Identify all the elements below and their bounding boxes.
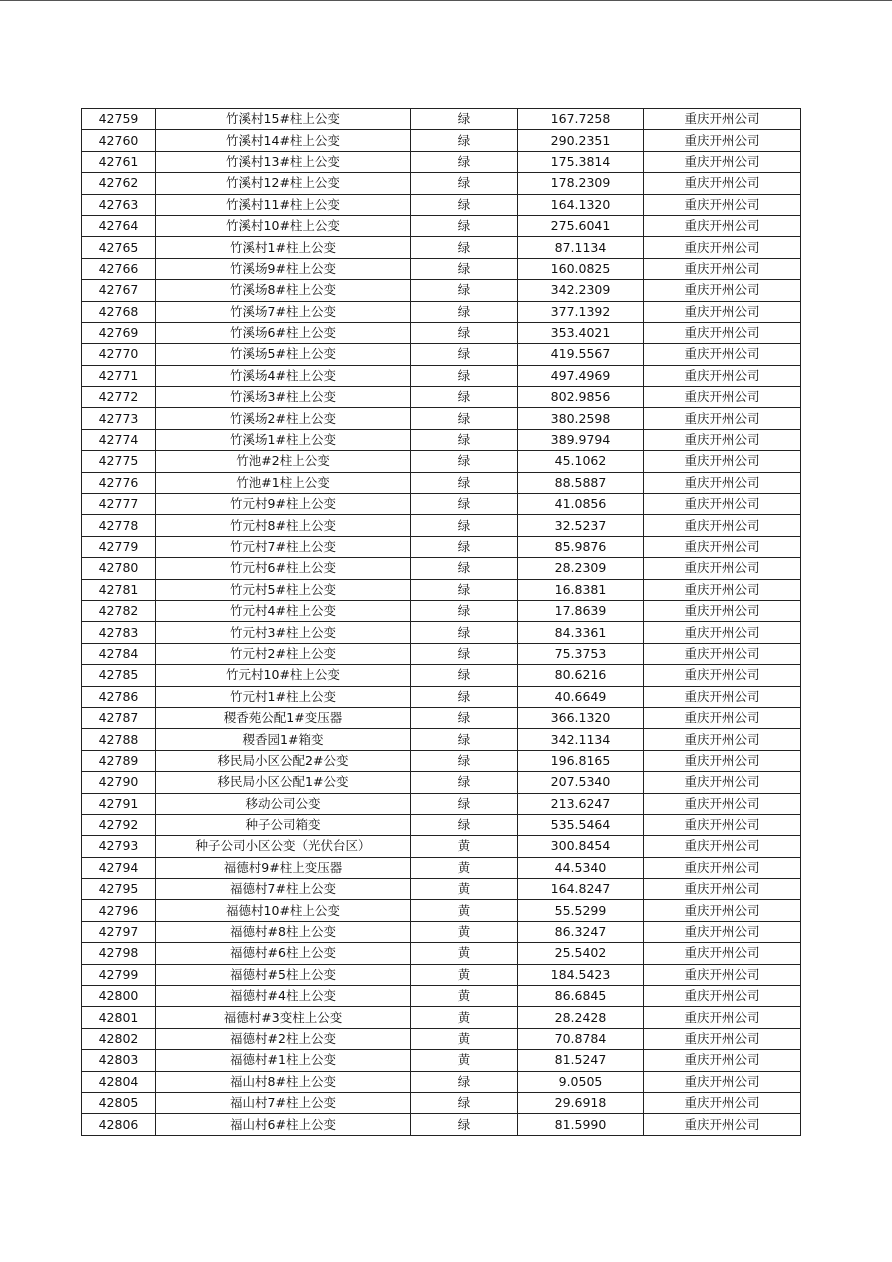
status-color-cell: 绿	[411, 109, 518, 130]
transformer-name-cell: 竹溪场3#柱上公变	[156, 387, 411, 408]
row-id-cell: 42774	[82, 429, 156, 450]
table-row	[82, 558, 801, 579]
table-row	[82, 494, 801, 515]
company-cell: 重庆开州公司	[644, 536, 801, 557]
company-cell: 重庆开州公司	[644, 258, 801, 279]
value-cell: 380.2598	[518, 408, 644, 429]
value-cell: 419.5567	[518, 344, 644, 365]
value-cell: 87.1134	[518, 237, 644, 258]
status-color-cell: 绿	[411, 515, 518, 536]
row-id-cell: 42770	[82, 344, 156, 365]
status-color-cell: 黄	[411, 921, 518, 942]
company-cell: 重庆开州公司	[644, 151, 801, 172]
status-color-cell: 绿	[411, 237, 518, 258]
status-color-cell: 黄	[411, 1028, 518, 1049]
value-cell: 802.9856	[518, 387, 644, 408]
status-color-cell: 黄	[411, 964, 518, 985]
value-cell: 342.1134	[518, 729, 644, 750]
row-id-cell: 42805	[82, 1092, 156, 1113]
company-cell: 重庆开州公司	[644, 600, 801, 621]
row-id-cell: 42789	[82, 750, 156, 771]
value-cell: 44.5340	[518, 857, 644, 878]
company-cell: 重庆开州公司	[644, 429, 801, 450]
company-cell: 重庆开州公司	[644, 558, 801, 579]
transformer-name-cell: 竹元村2#柱上公变	[156, 643, 411, 664]
row-id-cell: 42802	[82, 1028, 156, 1049]
value-cell: 80.6216	[518, 665, 644, 686]
row-id-cell: 42796	[82, 900, 156, 921]
row-id-cell: 42804	[82, 1071, 156, 1092]
status-color-cell: 绿	[411, 622, 518, 643]
table-row	[82, 472, 801, 493]
company-cell: 重庆开州公司	[644, 173, 801, 194]
transformer-name-cell: 竹溪场4#柱上公变	[156, 365, 411, 386]
table-row	[82, 986, 801, 1007]
table-row	[82, 857, 801, 878]
row-id-cell: 42792	[82, 814, 156, 835]
company-cell: 重庆开州公司	[644, 365, 801, 386]
transformer-name-cell: 移动公司公变	[156, 793, 411, 814]
transformer-name-cell: 福山村7#柱上公变	[156, 1092, 411, 1113]
row-id-cell: 42769	[82, 322, 156, 343]
row-id-cell: 42787	[82, 707, 156, 728]
row-id-cell: 42772	[82, 387, 156, 408]
value-cell: 167.7258	[518, 109, 644, 130]
status-color-cell: 绿	[411, 151, 518, 172]
transformer-name-cell: 福德村#5柱上公变	[156, 964, 411, 985]
table-row	[82, 151, 801, 172]
company-cell: 重庆开州公司	[644, 729, 801, 750]
value-cell: 55.5299	[518, 900, 644, 921]
table-row	[82, 964, 801, 985]
transformer-name-cell: 竹元村8#柱上公变	[156, 515, 411, 536]
status-color-cell: 黄	[411, 836, 518, 857]
status-color-cell: 绿	[411, 579, 518, 600]
status-color-cell: 绿	[411, 729, 518, 750]
table-row	[82, 258, 801, 279]
value-cell: 17.8639	[518, 600, 644, 621]
company-cell: 重庆开州公司	[644, 900, 801, 921]
transformer-name-cell: 移民局小区公配2#公变	[156, 750, 411, 771]
row-id-cell: 42766	[82, 258, 156, 279]
row-id-cell: 42776	[82, 472, 156, 493]
status-color-cell: 黄	[411, 900, 518, 921]
status-color-cell: 绿	[411, 173, 518, 194]
company-cell: 重庆开州公司	[644, 814, 801, 835]
status-color-cell: 绿	[411, 1114, 518, 1135]
value-cell: 353.4021	[518, 322, 644, 343]
row-id-cell: 42781	[82, 579, 156, 600]
value-cell: 16.8381	[518, 579, 644, 600]
status-color-cell: 绿	[411, 130, 518, 151]
company-cell: 重庆开州公司	[644, 1092, 801, 1113]
value-cell: 88.5887	[518, 472, 644, 493]
transformer-name-cell: 竹溪场2#柱上公变	[156, 408, 411, 429]
row-id-cell: 42801	[82, 1007, 156, 1028]
table-row	[82, 215, 801, 236]
value-cell: 25.5402	[518, 943, 644, 964]
company-cell: 重庆开州公司	[644, 622, 801, 643]
row-id-cell: 42761	[82, 151, 156, 172]
row-id-cell: 42780	[82, 558, 156, 579]
value-cell: 535.5464	[518, 814, 644, 835]
company-cell: 重庆开州公司	[644, 857, 801, 878]
transformer-table	[81, 108, 801, 1136]
transformer-name-cell: 竹溪场1#柱上公变	[156, 429, 411, 450]
status-color-cell: 绿	[411, 643, 518, 664]
table-row	[82, 686, 801, 707]
row-id-cell: 42763	[82, 194, 156, 215]
row-id-cell: 42797	[82, 921, 156, 942]
value-cell: 28.2428	[518, 1007, 644, 1028]
transformer-name-cell: 种子公司箱变	[156, 814, 411, 835]
company-cell: 重庆开州公司	[644, 750, 801, 771]
status-color-cell: 绿	[411, 215, 518, 236]
company-cell: 重庆开州公司	[644, 1050, 801, 1071]
transformer-name-cell: 福德村#1柱上公变	[156, 1050, 411, 1071]
value-cell: 85.9876	[518, 536, 644, 557]
value-cell: 342.2309	[518, 280, 644, 301]
status-color-cell: 绿	[411, 772, 518, 793]
transformer-name-cell: 福德村#6柱上公变	[156, 943, 411, 964]
company-cell: 重庆开州公司	[644, 215, 801, 236]
value-cell: 389.9794	[518, 429, 644, 450]
table-row	[82, 579, 801, 600]
table-row	[82, 750, 801, 771]
row-id-cell: 42782	[82, 600, 156, 621]
value-cell: 164.1320	[518, 194, 644, 215]
company-cell: 重庆开州公司	[644, 109, 801, 130]
table-row	[82, 943, 801, 964]
status-color-cell: 绿	[411, 301, 518, 322]
transformer-name-cell: 竹溪村11#柱上公变	[156, 194, 411, 215]
transformer-name-cell: 竹元村10#柱上公变	[156, 665, 411, 686]
value-cell: 275.6041	[518, 215, 644, 236]
transformer-name-cell: 福德村10#柱上公变	[156, 900, 411, 921]
status-color-cell: 绿	[411, 258, 518, 279]
company-cell: 重庆开州公司	[644, 793, 801, 814]
transformer-name-cell: 福德村#3变柱上公变	[156, 1007, 411, 1028]
status-color-cell: 绿	[411, 494, 518, 515]
status-color-cell: 绿	[411, 1071, 518, 1092]
table-row	[82, 1071, 801, 1092]
value-cell: 45.1062	[518, 451, 644, 472]
table-row	[82, 344, 801, 365]
status-color-cell: 绿	[411, 793, 518, 814]
row-id-cell: 42762	[82, 173, 156, 194]
transformer-name-cell: 福山村8#柱上公变	[156, 1071, 411, 1092]
transformer-name-cell: 竹溪村15#柱上公变	[156, 109, 411, 130]
value-cell: 81.5990	[518, 1114, 644, 1135]
transformer-name-cell: 福德村9#柱上变压器	[156, 857, 411, 878]
transformer-name-cell: 竹溪场5#柱上公变	[156, 344, 411, 365]
status-color-cell: 绿	[411, 280, 518, 301]
value-cell: 207.5340	[518, 772, 644, 793]
value-cell: 290.2351	[518, 130, 644, 151]
row-id-cell: 42788	[82, 729, 156, 750]
table-row	[82, 194, 801, 215]
value-cell: 178.2309	[518, 173, 644, 194]
status-color-cell: 黄	[411, 1050, 518, 1071]
row-id-cell: 42759	[82, 109, 156, 130]
status-color-cell: 绿	[411, 665, 518, 686]
table-row	[82, 1007, 801, 1028]
table-row	[82, 600, 801, 621]
transformer-name-cell: 竹元村1#柱上公变	[156, 686, 411, 707]
transformer-name-cell: 竹溪村13#柱上公变	[156, 151, 411, 172]
table-row	[82, 1092, 801, 1113]
value-cell: 184.5423	[518, 964, 644, 985]
page-top-border	[0, 0, 892, 1]
company-cell: 重庆开州公司	[644, 643, 801, 664]
status-color-cell: 绿	[411, 707, 518, 728]
company-cell: 重庆开州公司	[644, 686, 801, 707]
value-cell: 40.6649	[518, 686, 644, 707]
transformer-name-cell: 竹溪场9#柱上公变	[156, 258, 411, 279]
table-body	[82, 109, 801, 1136]
row-id-cell: 42760	[82, 130, 156, 151]
row-id-cell: 42784	[82, 643, 156, 664]
row-id-cell: 42768	[82, 301, 156, 322]
transformer-name-cell: 稷香苑公配1#变压器	[156, 707, 411, 728]
row-id-cell: 42795	[82, 879, 156, 900]
company-cell: 重庆开州公司	[644, 322, 801, 343]
table-row	[82, 1028, 801, 1049]
company-cell: 重庆开州公司	[644, 280, 801, 301]
value-cell: 29.6918	[518, 1092, 644, 1113]
status-color-cell: 绿	[411, 387, 518, 408]
status-color-cell: 黄	[411, 1007, 518, 1028]
row-id-cell: 42778	[82, 515, 156, 536]
table-row	[82, 237, 801, 258]
company-cell: 重庆开州公司	[644, 451, 801, 472]
transformer-name-cell: 竹元村3#柱上公变	[156, 622, 411, 643]
company-cell: 重庆开州公司	[644, 1114, 801, 1135]
value-cell: 32.5237	[518, 515, 644, 536]
value-cell: 9.0505	[518, 1071, 644, 1092]
value-cell: 28.2309	[518, 558, 644, 579]
company-cell: 重庆开州公司	[644, 237, 801, 258]
status-color-cell: 黄	[411, 986, 518, 1007]
value-cell: 81.5247	[518, 1050, 644, 1071]
transformer-name-cell: 竹元村7#柱上公变	[156, 536, 411, 557]
value-cell: 175.3814	[518, 151, 644, 172]
table-row	[82, 109, 801, 130]
row-id-cell: 42803	[82, 1050, 156, 1071]
table-row	[82, 1114, 801, 1135]
status-color-cell: 绿	[411, 558, 518, 579]
transformer-name-cell: 竹溪村1#柱上公变	[156, 237, 411, 258]
value-cell: 196.8165	[518, 750, 644, 771]
row-id-cell: 42806	[82, 1114, 156, 1135]
table-row	[82, 130, 801, 151]
company-cell: 重庆开州公司	[644, 964, 801, 985]
company-cell: 重庆开州公司	[644, 344, 801, 365]
row-id-cell: 42775	[82, 451, 156, 472]
table-row	[82, 665, 801, 686]
company-cell: 重庆开州公司	[644, 836, 801, 857]
transformer-name-cell: 种子公司小区公变（光伏台区）	[156, 836, 411, 857]
transformer-name-cell: 竹元村5#柱上公变	[156, 579, 411, 600]
row-id-cell: 42773	[82, 408, 156, 429]
row-id-cell: 42786	[82, 686, 156, 707]
transformer-name-cell: 竹溪村14#柱上公变	[156, 130, 411, 151]
row-id-cell: 42767	[82, 280, 156, 301]
row-id-cell: 42764	[82, 215, 156, 236]
value-cell: 86.3247	[518, 921, 644, 942]
transformer-name-cell: 竹溪场7#柱上公变	[156, 301, 411, 322]
transformer-name-cell: 竹溪村10#柱上公变	[156, 215, 411, 236]
table-row	[82, 408, 801, 429]
table-row	[82, 879, 801, 900]
company-cell: 重庆开州公司	[644, 707, 801, 728]
table-row	[82, 707, 801, 728]
table-row	[82, 1050, 801, 1071]
transformer-name-cell: 竹元村9#柱上公变	[156, 494, 411, 515]
transformer-name-cell: 福德村#4柱上公变	[156, 986, 411, 1007]
value-cell: 377.1392	[518, 301, 644, 322]
table-row	[82, 536, 801, 557]
transformer-name-cell: 竹池#1柱上公变	[156, 472, 411, 493]
company-cell: 重庆开州公司	[644, 921, 801, 942]
table-row	[82, 836, 801, 857]
table-row	[82, 451, 801, 472]
value-cell: 497.4969	[518, 365, 644, 386]
row-id-cell: 42790	[82, 772, 156, 793]
transformer-name-cell: 竹元村4#柱上公变	[156, 600, 411, 621]
table-row	[82, 900, 801, 921]
row-id-cell: 42799	[82, 964, 156, 985]
table-row	[82, 772, 801, 793]
table-row	[82, 387, 801, 408]
table-row	[82, 793, 801, 814]
status-color-cell: 绿	[411, 194, 518, 215]
company-cell: 重庆开州公司	[644, 986, 801, 1007]
transformer-name-cell: 福山村6#柱上公变	[156, 1114, 411, 1135]
transformer-name-cell: 竹溪场8#柱上公变	[156, 280, 411, 301]
table-row	[82, 322, 801, 343]
table-row	[82, 515, 801, 536]
value-cell: 70.8784	[518, 1028, 644, 1049]
company-cell: 重庆开州公司	[644, 879, 801, 900]
company-cell: 重庆开州公司	[644, 943, 801, 964]
value-cell: 75.3753	[518, 643, 644, 664]
status-color-cell: 绿	[411, 451, 518, 472]
value-cell: 213.6247	[518, 793, 644, 814]
company-cell: 重庆开州公司	[644, 130, 801, 151]
company-cell: 重庆开州公司	[644, 1007, 801, 1028]
company-cell: 重庆开州公司	[644, 665, 801, 686]
transformer-name-cell: 移民局小区公配1#公变	[156, 772, 411, 793]
value-cell: 86.6845	[518, 986, 644, 1007]
table-row	[82, 365, 801, 386]
company-cell: 重庆开州公司	[644, 472, 801, 493]
status-color-cell: 绿	[411, 536, 518, 557]
company-cell: 重庆开州公司	[644, 579, 801, 600]
status-color-cell: 绿	[411, 814, 518, 835]
company-cell: 重庆开州公司	[644, 194, 801, 215]
value-cell: 164.8247	[518, 879, 644, 900]
table-row	[82, 429, 801, 450]
transformer-name-cell: 福德村#8柱上公变	[156, 921, 411, 942]
transformer-name-cell: 竹池#2柱上公变	[156, 451, 411, 472]
table-row	[82, 173, 801, 194]
status-color-cell: 绿	[411, 408, 518, 429]
status-color-cell: 绿	[411, 322, 518, 343]
status-color-cell: 绿	[411, 600, 518, 621]
company-cell: 重庆开州公司	[644, 1028, 801, 1049]
row-id-cell: 42794	[82, 857, 156, 878]
transformer-name-cell: 竹溪场6#柱上公变	[156, 322, 411, 343]
row-id-cell: 42777	[82, 494, 156, 515]
row-id-cell: 42765	[82, 237, 156, 258]
value-cell: 366.1320	[518, 707, 644, 728]
status-color-cell: 绿	[411, 365, 518, 386]
transformer-name-cell: 竹元村6#柱上公变	[156, 558, 411, 579]
company-cell: 重庆开州公司	[644, 301, 801, 322]
table-row	[82, 301, 801, 322]
value-cell: 300.8454	[518, 836, 644, 857]
row-id-cell: 42800	[82, 986, 156, 1007]
transformer-name-cell: 福德村#2柱上公变	[156, 1028, 411, 1049]
table-row	[82, 814, 801, 835]
row-id-cell: 42798	[82, 943, 156, 964]
status-color-cell: 黄	[411, 857, 518, 878]
table-row	[82, 729, 801, 750]
table-row	[82, 622, 801, 643]
company-cell: 重庆开州公司	[644, 494, 801, 515]
transformer-name-cell: 福德村7#柱上公变	[156, 879, 411, 900]
status-color-cell: 黄	[411, 943, 518, 964]
value-cell: 160.0825	[518, 258, 644, 279]
table-row	[82, 280, 801, 301]
company-cell: 重庆开州公司	[644, 772, 801, 793]
status-color-cell: 绿	[411, 429, 518, 450]
company-cell: 重庆开州公司	[644, 1071, 801, 1092]
value-cell: 41.0856	[518, 494, 644, 515]
row-id-cell: 42771	[82, 365, 156, 386]
status-color-cell: 绿	[411, 472, 518, 493]
status-color-cell: 绿	[411, 750, 518, 771]
transformer-name-cell: 竹溪村12#柱上公变	[156, 173, 411, 194]
company-cell: 重庆开州公司	[644, 408, 801, 429]
company-cell: 重庆开州公司	[644, 515, 801, 536]
row-id-cell: 42793	[82, 836, 156, 857]
status-color-cell: 绿	[411, 686, 518, 707]
row-id-cell: 42791	[82, 793, 156, 814]
status-color-cell: 黄	[411, 879, 518, 900]
row-id-cell: 42783	[82, 622, 156, 643]
row-id-cell: 42785	[82, 665, 156, 686]
status-color-cell: 绿	[411, 344, 518, 365]
row-id-cell: 42779	[82, 536, 156, 557]
company-cell: 重庆开州公司	[644, 387, 801, 408]
table-row	[82, 643, 801, 664]
transformer-name-cell: 稷香园1#箱变	[156, 729, 411, 750]
value-cell: 84.3361	[518, 622, 644, 643]
table-row	[82, 921, 801, 942]
status-color-cell: 绿	[411, 1092, 518, 1113]
